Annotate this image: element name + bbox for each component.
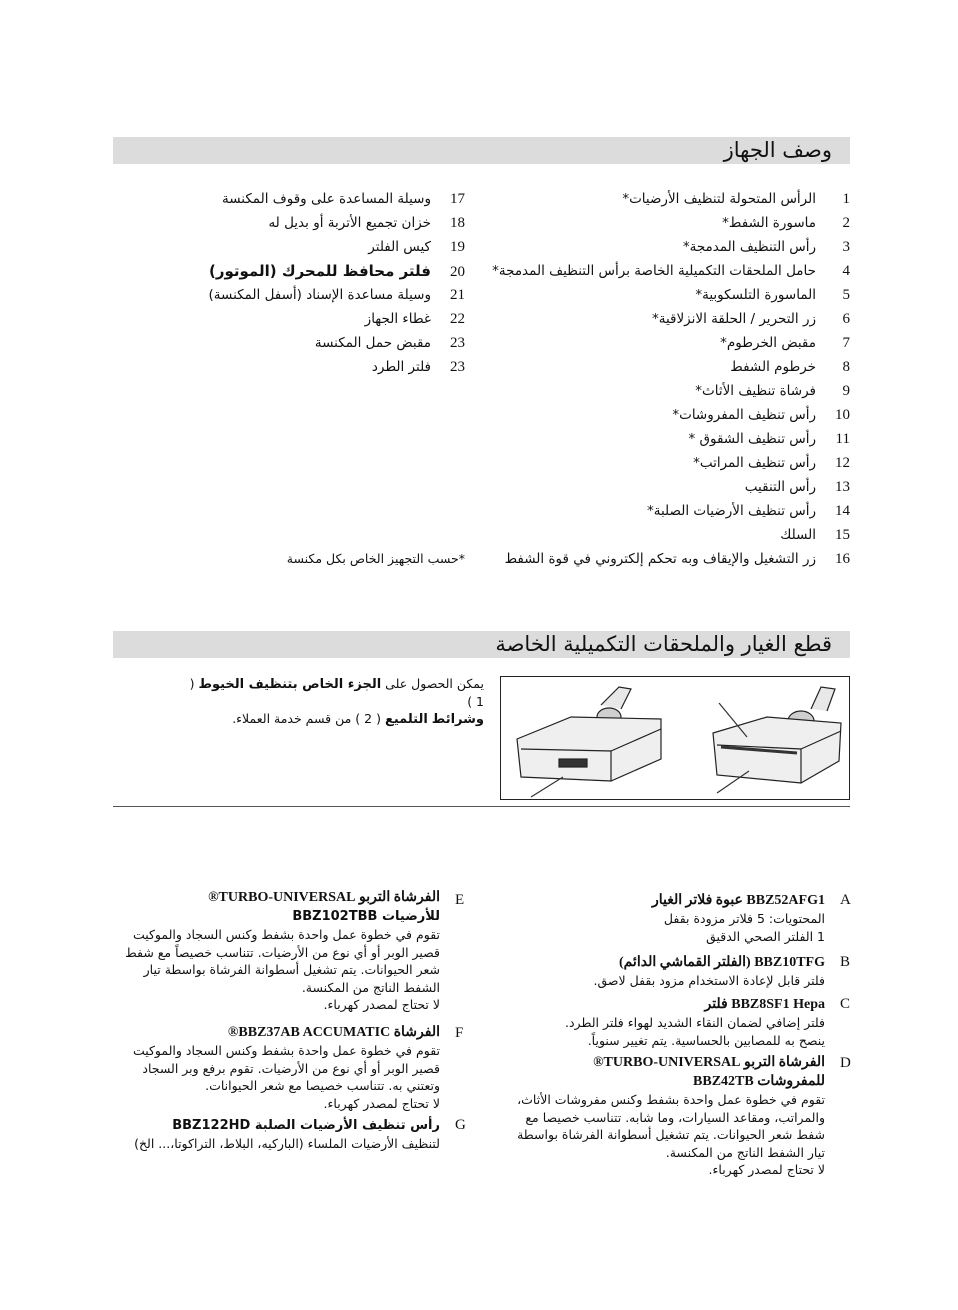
list-item: 23فلتر الطرد (371, 359, 465, 375)
floor-nozzle-illustration (500, 676, 850, 800)
product-g: رأس تنظيف الأرضيات الصلبة BBZ122HD لتنظيف الأرضيات الملساء (الباركيه، البلاط، التراكوتا،... الخ) (134, 1118, 440, 1151)
spare-parts-paragraph: يمكن الحصول على الجزء الخاص بتنظيف الخيوط ( 1 ) وشرائط التلميع ( 2 ) من قسم خدمة العملاء. (189, 676, 484, 727)
item-letter: A (840, 892, 851, 908)
list-item: 12رأس تنظيف المراتب* (693, 455, 850, 471)
product-f: الفرشاة BBZ37AB ACCUMATIC® تقوم في خطوة عمل واحدة بشفط وكنس السجاد والموكيت قصير الوبر أو أي نوع من الأرضيات. تقوم برفع وبر السجاد وتعتني به. تتناسب خصيصا مع شعر الحيوانات. لا تحتاج لمصدر كهرباء. (132, 1025, 440, 1111)
list-item: 5الماسورة التلسكوبية* (695, 287, 850, 303)
list-item: 23مقبض حمل المكنسة (314, 335, 465, 351)
item-letter: G (455, 1117, 466, 1133)
list-item: 16زر التشغيل والإيقاف وبه تحكم إلكتروني في قوة الشفط (504, 551, 850, 567)
section-header-spare-parts (113, 631, 850, 658)
list-item: 20فلتر محافظ للمحرك (الموتور) (209, 262, 465, 280)
list-item: 1الرأس المتحولة لتنظيف الأرضيات* (622, 191, 850, 207)
list-item: 3رأس التنظيف المدمجة* (682, 239, 850, 255)
list-item: 22غطاء الجهاز (364, 311, 465, 327)
section-title: وصف الجهاز (723, 138, 832, 162)
footnote: *حسب التجهيز الخاص بكل مكنسة (286, 551, 465, 566)
list-item: 15السلك (780, 527, 850, 543)
list-item: 6زر التحرير / الحلقة الانزلاقية* (651, 311, 850, 327)
list-item: 7مقبض الخرطوم* (720, 335, 850, 351)
item-letter: F (455, 1025, 464, 1041)
section-header-description (113, 137, 850, 164)
item-letter: D (840, 1055, 851, 1071)
list-item: 21وسيلة مساعدة الإسناد (أسفل المكنسة) (208, 287, 465, 303)
list-item: 11رأس تنظيف الشقوق * (688, 431, 850, 447)
product-e: الفرشاة التربو TURBO-UNIVERSAL® للأرضيات BBZ102TBB تقوم في خطوة عمل واحدة بشفط وكنس السجاد والموكيت قصير الوبر أو أي نوع من الأرضيات. تتناسب خصيصاً مع شفط شعر الحيوانات. يتم تشغيل أسطوانة الفرشاة بواسطة تيار الشفط الناتج من المكنسة. لا تحتاج لمصدر كهرباء. (125, 890, 440, 1012)
divider (113, 806, 850, 807)
product-c: BBZ8SF1 Hepa فلتر فلتر إضافي لضمان النقاء الشديد لهواء فلتر الطرد. ينصح به للمصابين بالحساسية. يتم تغيير سنوياً. (565, 997, 825, 1048)
list-item: 10رأس تنظيف المفروشات* (672, 407, 850, 423)
list-item: 13رأس التنقيب (744, 479, 850, 495)
nozzle-left-image (517, 687, 661, 797)
list-item: 4حامل الملحقات التكميلية الخاصة برأس التنظيف المدمجة* (492, 263, 850, 279)
item-letter: E (455, 892, 465, 908)
nozzle-right-image (713, 687, 841, 793)
list-item: 19كيس الفلتر (368, 239, 465, 255)
item-letter: B (840, 954, 851, 970)
item-letter: C (840, 996, 851, 1012)
product-d: الفرشاة التربو TURBO-UNIVERSAL® للمفروشات BBZ42TB تقوم في خطوة عمل واحدة بشفط وكنس مفروشات الأثاث، والمراتب، ومقاعد السيارات، وما شابه. تتناسب خصيصا مع شفط شعر الحيوانات. يتم تشغيل أسطوانة الفرشاة بواسطة تيار الشفط الناتج من المكنسة. لا تحتاج لمصدر كهرباء. (517, 1055, 825, 1177)
list-item: 17وسيلة المساعدة على وقوف المكنسة (221, 191, 465, 207)
list-item: 9فرشاة تنظيف الأثاث* (695, 383, 850, 399)
list-item: 8خرطوم الشفط (730, 359, 850, 375)
product-a: BBZ52AFG1 عبوة فلاتر الغيار المحتويات: 5 فلاتر مزودة بقفل 1 الفلتر الصحي الدقيق (651, 893, 825, 944)
list-item: 2ماسورة الشفط* (722, 215, 850, 231)
list-item: 14رأس تنظيف الأرضيات الصلبة* (646, 503, 850, 519)
nozzle-drawing (501, 677, 849, 799)
section-title: قطع الغيار والملحقات التكميلية الخاصة (495, 632, 832, 656)
product-b: BBZ10TFG (الفلتر القماشي الدائم) فلتر قابل لإعادة الاستخدام مزود بقفل لاصق. (593, 955, 825, 988)
list-item: 18خزان تجميع الأتربة أو بديل له (268, 215, 465, 231)
